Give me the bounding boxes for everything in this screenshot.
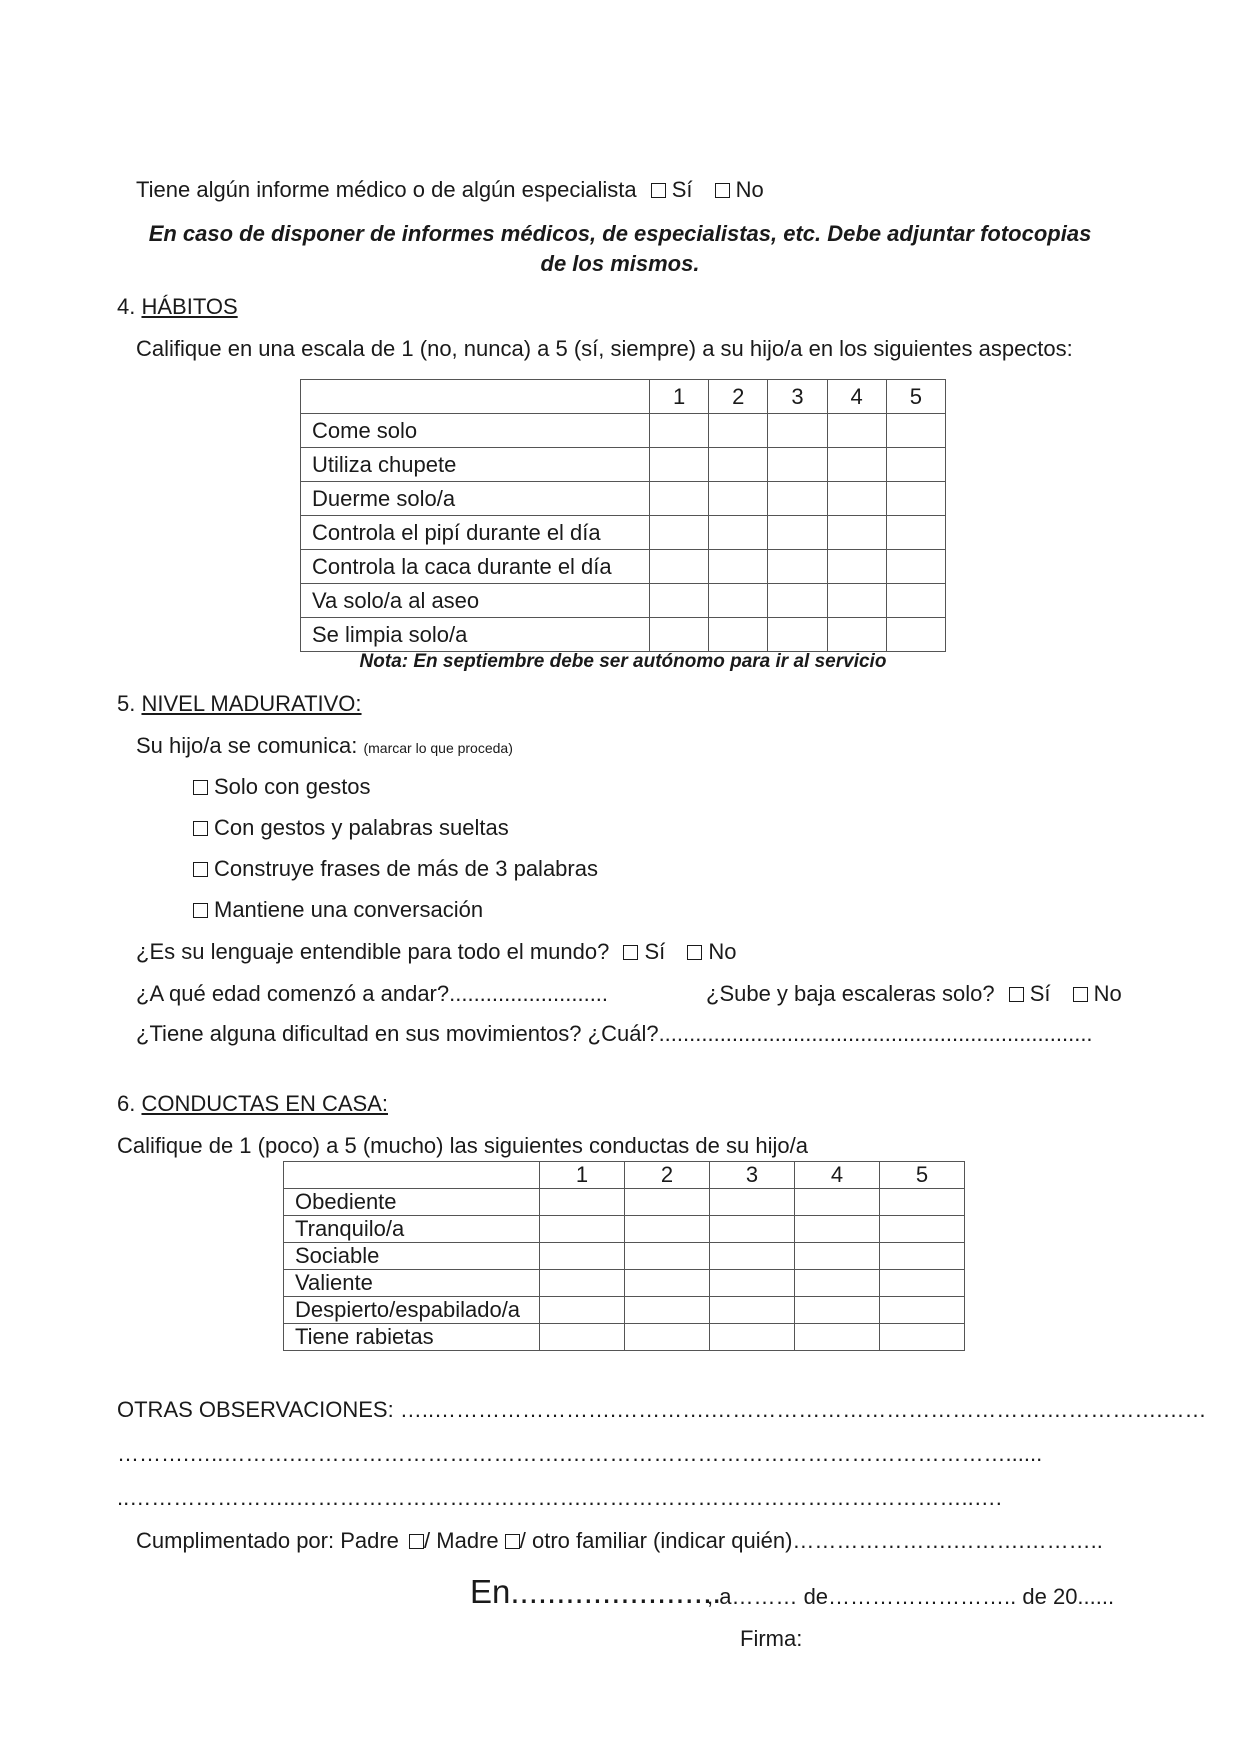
communication-option [193, 856, 598, 882]
habits-row-label: Controla la caca durante el día [301, 550, 650, 584]
rating-cell[interactable] [880, 1243, 965, 1270]
signature-date[interactable]: , a……… de…………………….. de 20...... [707, 1584, 1115, 1609]
rating-cell[interactable] [540, 1189, 625, 1216]
rating-cell[interactable] [709, 414, 768, 448]
conduct-row-label: Tiene rabietas [284, 1324, 540, 1351]
habits-row-label: Utiliza chupete [301, 448, 650, 482]
stairs-no-checkbox[interactable] [1073, 987, 1088, 1002]
language-question-label: ¿Es su lenguaje entendible para todo el mundo? [136, 939, 610, 964]
medical-report-no-label: No [735, 177, 764, 202]
father-checkbox[interactable] [409, 1534, 424, 1549]
conduct-col-3: 3 [710, 1162, 795, 1189]
rating-cell[interactable] [827, 482, 886, 516]
rating-cell[interactable] [886, 482, 945, 516]
conduct-col-5: 5 [880, 1162, 965, 1189]
completed-by-row [136, 1528, 1103, 1554]
mother-label: / Madre [424, 1528, 499, 1553]
habits-col-2: 2 [709, 380, 768, 414]
habits-row-label: Duerme solo/a [301, 482, 650, 516]
rating-cell[interactable] [768, 550, 827, 584]
habits-table [300, 379, 946, 652]
communication-option-label: Solo con gestos [214, 774, 371, 799]
walk-age-question[interactable]: ¿A qué edad comenzó a andar?.......................... [136, 981, 609, 1006]
section-conduct-heading [117, 1091, 388, 1117]
stairs-question-label: ¿Sube y baja escaleras solo? [706, 981, 995, 1006]
conduct-col-1: 1 [540, 1162, 625, 1189]
section-habits-title: HÁBITOS [141, 294, 238, 319]
rating-cell[interactable] [709, 448, 768, 482]
communication-option-label: Mantiene una conversación [214, 897, 484, 922]
communication-option-checkbox[interactable] [193, 780, 208, 795]
communication-option-label: Con gestos y palabras sueltas [214, 815, 509, 840]
habits-note: Nota: En septiembre debe ser autónomo para ir al servicio [359, 651, 887, 672]
rating-cell[interactable] [827, 414, 886, 448]
rating-cell[interactable] [540, 1216, 625, 1243]
habits-col-3: 3 [768, 380, 827, 414]
medical-report-yes-checkbox[interactable] [651, 183, 666, 198]
table-row [284, 1243, 965, 1270]
rating-cell[interactable] [795, 1243, 880, 1270]
rating-cell[interactable] [709, 618, 768, 652]
stairs-question [706, 981, 1122, 1007]
table-row [301, 618, 946, 652]
rating-cell[interactable] [795, 1324, 880, 1351]
rating-cell[interactable] [625, 1324, 710, 1351]
habits-col-1: 1 [650, 380, 709, 414]
rating-cell[interactable] [709, 550, 768, 584]
stairs-no-label: No [1093, 981, 1122, 1006]
observations-line-1[interactable] [117, 1397, 1207, 1423]
rating-cell[interactable] [540, 1243, 625, 1270]
rating-cell[interactable] [768, 448, 827, 482]
rating-cell[interactable] [709, 584, 768, 618]
section-maturity-heading [117, 691, 362, 717]
rating-cell[interactable] [768, 414, 827, 448]
rating-cell[interactable] [650, 618, 709, 652]
rating-cell[interactable] [650, 550, 709, 584]
rating-cell[interactable] [768, 482, 827, 516]
rating-cell[interactable] [650, 584, 709, 618]
signature-firma-label: Firma: [740, 1626, 803, 1651]
table-row [301, 584, 946, 618]
rating-cell[interactable] [880, 1216, 965, 1243]
communicates-question [136, 733, 513, 759]
table-row [301, 448, 946, 482]
movement-question[interactable]: ¿Tiene alguna dificultad en sus movimientos? ¿Cuál?....................................................................... [136, 1021, 1093, 1046]
rating-cell[interactable] [709, 516, 768, 550]
rating-cell[interactable] [795, 1189, 880, 1216]
observations-line-2[interactable]: ……….…..……….……………………………….……………………………………………………...... [117, 1441, 1043, 1466]
rating-cell[interactable] [650, 448, 709, 482]
rating-cell[interactable] [880, 1270, 965, 1297]
completed-by-label: Cumplimentado por: Padre [136, 1528, 399, 1553]
section-conduct-title: CONDUCTAS EN CASA: [141, 1091, 388, 1116]
section-habits-number: 4. [117, 294, 136, 319]
rating-cell[interactable] [625, 1297, 710, 1324]
rating-cell[interactable] [709, 482, 768, 516]
rating-cell[interactable] [540, 1297, 625, 1324]
other-relative-label[interactable]: / otro familiar (indicar quién)………………….……….……….. [519, 1528, 1103, 1553]
rating-cell[interactable] [795, 1297, 880, 1324]
section-maturity-number: 5. [117, 691, 136, 716]
rating-cell[interactable] [540, 1324, 625, 1351]
language-yes-label: Sí [644, 939, 666, 964]
rating-cell[interactable] [768, 516, 827, 550]
conduct-instruction: Califique de 1 (poco) a 5 (mucho) las siguientes conductas de su hijo/a [117, 1133, 808, 1158]
rating-cell[interactable] [650, 482, 709, 516]
language-question [136, 939, 737, 965]
conduct-row-label: Sociable [284, 1243, 540, 1270]
communicates-hint: (marcar lo que proceda) [363, 740, 513, 756]
rating-cell[interactable] [795, 1216, 880, 1243]
signature-place[interactable]: En....................... [470, 1573, 722, 1610]
section-conduct-number: 6. [117, 1091, 136, 1116]
stairs-yes-label: Sí [1029, 981, 1051, 1006]
rating-cell[interactable] [880, 1189, 965, 1216]
rating-cell[interactable] [710, 1324, 795, 1351]
medical-notice-line1: En caso de disponer de informes médicos, de especialistas, etc. Debe adjuntar fotocopias [148, 221, 1092, 246]
mother-checkbox[interactable] [505, 1534, 520, 1549]
communication-option [193, 815, 509, 841]
observations-dots: …..…………………….………….……………………………………….…………….…… [399, 1397, 1207, 1422]
conduct-col-4: 4 [795, 1162, 880, 1189]
rating-cell[interactable] [625, 1216, 710, 1243]
stairs-yes-checkbox[interactable] [1009, 987, 1024, 1002]
rating-cell[interactable] [827, 584, 886, 618]
rating-cell[interactable] [710, 1270, 795, 1297]
rating-cell[interactable] [880, 1297, 965, 1324]
communication-option-checkbox[interactable] [193, 821, 208, 836]
medical-report-yes-label: Sí [671, 177, 693, 202]
communicates-label: Su hijo/a se comunica: [136, 733, 358, 758]
rating-cell[interactable] [650, 414, 709, 448]
table-row [301, 482, 946, 516]
language-yes-checkbox[interactable] [623, 945, 638, 960]
habits-table-header [301, 380, 946, 414]
rating-cell[interactable] [795, 1270, 880, 1297]
habits-corner-cell [301, 380, 650, 414]
rating-cell[interactable] [886, 550, 945, 584]
rating-cell[interactable] [827, 448, 886, 482]
rating-cell[interactable] [540, 1270, 625, 1297]
conduct-corner-cell [284, 1162, 540, 1189]
rating-cell[interactable] [768, 584, 827, 618]
observations-label: OTRAS OBSERVACIONES: [117, 1397, 394, 1422]
table-row [284, 1189, 965, 1216]
language-no-label: No [708, 939, 737, 964]
table-row [284, 1270, 965, 1297]
medical-notice-line2: de los mismos. [540, 251, 700, 276]
conduct-row-label: Obediente [284, 1189, 540, 1216]
table-row [284, 1324, 965, 1351]
table-row [301, 550, 946, 584]
habits-row-label: Controla el pipí durante el día [301, 516, 650, 550]
table-row [284, 1216, 965, 1243]
conduct-col-2: 2 [625, 1162, 710, 1189]
rating-cell[interactable] [827, 618, 886, 652]
rating-cell[interactable] [625, 1189, 710, 1216]
conduct-table [283, 1161, 965, 1351]
section-habits-heading [117, 294, 238, 320]
medical-report-no-checkbox[interactable] [715, 183, 730, 198]
habits-row-label: Come solo [301, 414, 650, 448]
rating-cell[interactable] [827, 550, 886, 584]
rating-cell[interactable] [650, 516, 709, 550]
table-row [301, 516, 946, 550]
communication-option-label: Construye frases de más de 3 palabras [214, 856, 598, 881]
rating-cell[interactable] [880, 1324, 965, 1351]
rating-cell[interactable] [625, 1270, 710, 1297]
rating-cell[interactable] [886, 414, 945, 448]
habits-col-4: 4 [827, 380, 886, 414]
language-no-checkbox[interactable] [687, 945, 702, 960]
habits-row-label: Va solo/a al aseo [301, 584, 650, 618]
section-maturity-title: NIVEL MADURATIVO: [141, 691, 362, 716]
habits-row-label: Se limpia solo/a [301, 618, 650, 652]
conduct-row-label: Despierto/espabilado/a [284, 1297, 540, 1324]
medical-report-question [136, 177, 764, 203]
rating-cell[interactable] [886, 516, 945, 550]
communication-option-checkbox[interactable] [193, 903, 208, 918]
rating-cell[interactable] [886, 448, 945, 482]
habits-col-5: 5 [886, 380, 945, 414]
rating-cell[interactable] [625, 1243, 710, 1270]
table-row [284, 1297, 965, 1324]
rating-cell[interactable] [886, 618, 945, 652]
observations-line-3[interactable]: ..…………………..………………………………….……………………………………………..…. [117, 1485, 1002, 1510]
rating-cell[interactable] [827, 516, 886, 550]
conduct-row-label: Tranquilo/a [284, 1216, 540, 1243]
rating-cell[interactable] [710, 1189, 795, 1216]
table-row [301, 414, 946, 448]
rating-cell[interactable] [710, 1297, 795, 1324]
habits-instruction: Califique en una escala de 1 (no, nunca) a 5 (sí, siempre) a su hijo/a en los siguientes aspectos: [136, 336, 1073, 361]
rating-cell[interactable] [710, 1243, 795, 1270]
communication-option [193, 774, 371, 800]
communication-option [193, 897, 483, 923]
medical-report-label: Tiene algún informe médico o de algún especialista [136, 177, 637, 202]
rating-cell[interactable] [886, 584, 945, 618]
rating-cell[interactable] [710, 1216, 795, 1243]
conduct-row-label: Valiente [284, 1270, 540, 1297]
communication-option-checkbox[interactable] [193, 862, 208, 877]
rating-cell[interactable] [768, 618, 827, 652]
conduct-table-header [284, 1162, 965, 1189]
